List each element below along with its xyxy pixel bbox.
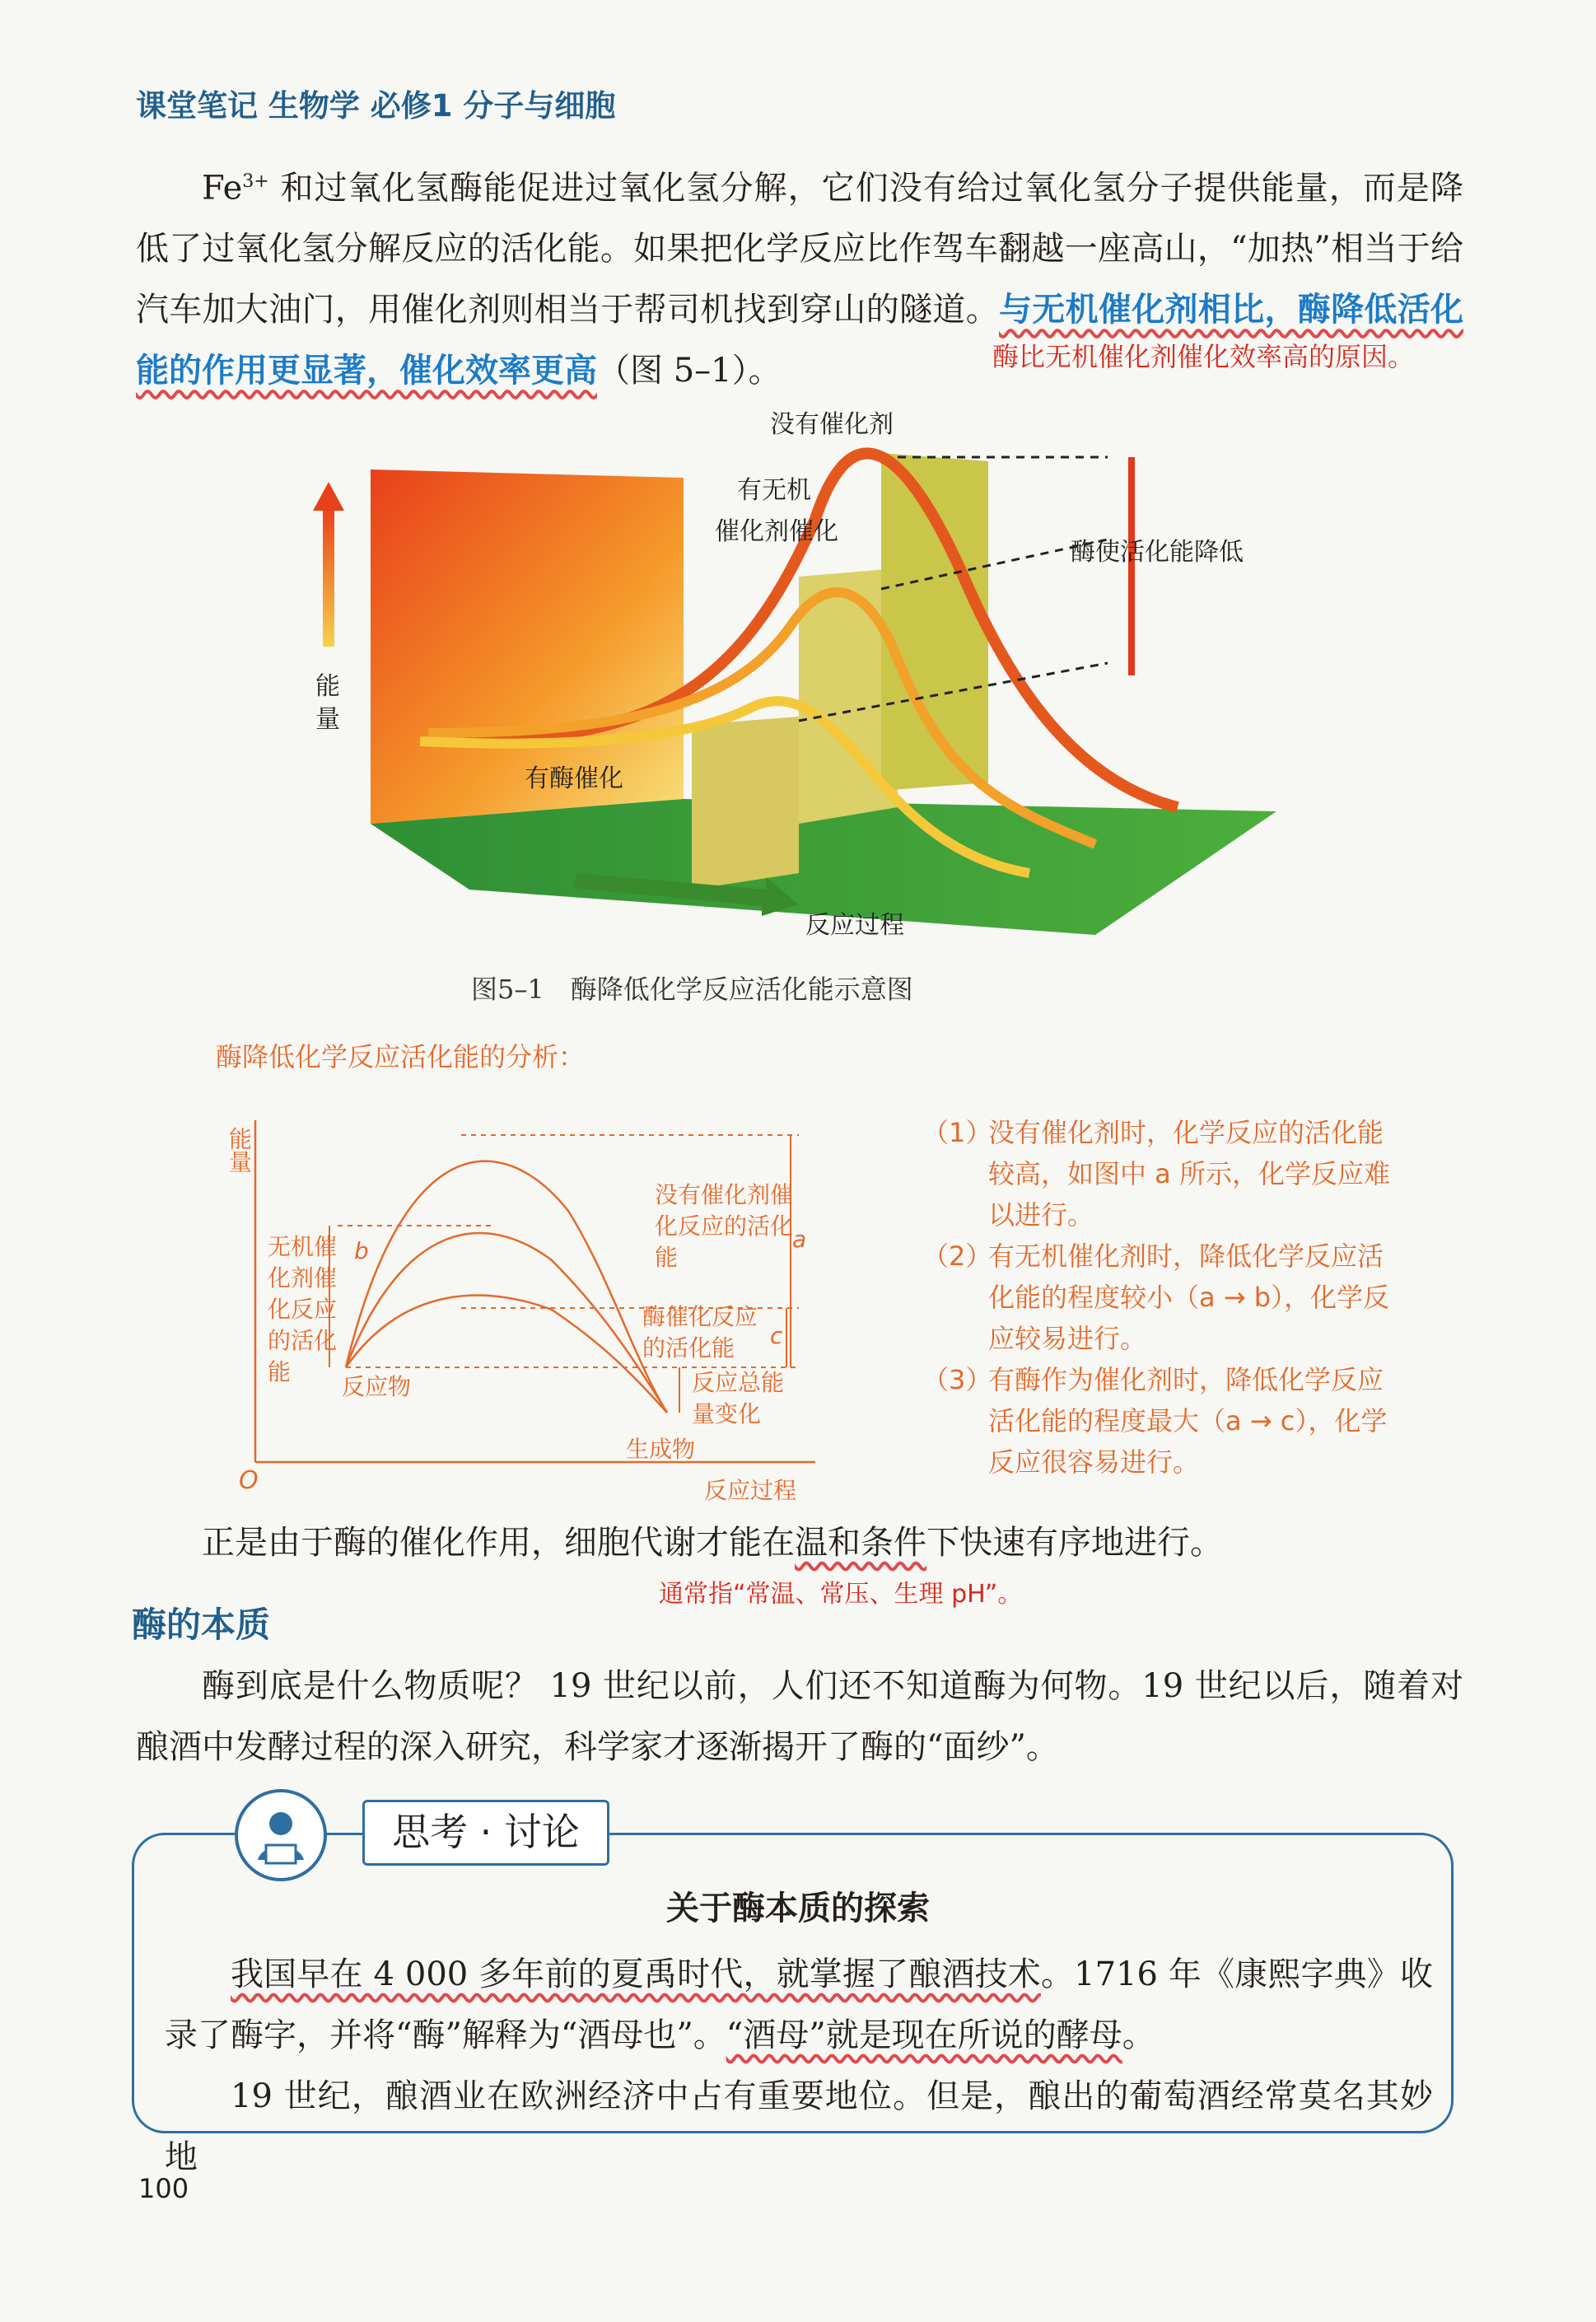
highlight-text: 与无机催化剂相比，酶降低活化能的作用更显著，催化效率更高 bbox=[136, 291, 1463, 390]
chart-total: 反应总能量变化 bbox=[692, 1369, 785, 1427]
analysis-list bbox=[922, 1112, 1400, 1483]
label-energy-1: 能 bbox=[315, 672, 340, 701]
section-title: 酶的本质 bbox=[132, 1605, 271, 1645]
fe-charge: 3+ bbox=[242, 171, 269, 192]
discussion-paragraph: 我国早在 4 000 多年前的夏禹时代，就掌握了酿酒技术。1716 年《康熙字典》收录了酶字，并将“酶”解释为“酒母也”。“酒母”就是现在所说的酵母。 19 世纪，酿酒业在欧洲经济中占有重要地位。但是，酿出的葡萄酒经常莫名其妙地 bbox=[165, 1955, 1433, 2176]
chart-b: b bbox=[354, 1237, 369, 1264]
discussion-tab: 思考 · 讨论 bbox=[362, 1800, 609, 1866]
mid-note: 通常指“常温、常压、生理 pH”。 bbox=[659, 1580, 1023, 1609]
label-no-catalyst: 没有催化剂 bbox=[770, 410, 894, 439]
chart-yaxis: 能量 bbox=[226, 1127, 253, 1173]
page-number: 100 bbox=[138, 2173, 189, 2204]
chart-xaxis: 反应过程 bbox=[704, 1477, 797, 1504]
label-enzyme: 有酶催化 bbox=[525, 764, 623, 793]
analysis-item-2: （2） 有无机催化剂时，降低化学反应活化能的程度较小（a → b），化学反应较易进行。 bbox=[922, 1240, 1390, 1354]
figure-ref: （图 5–1）。 bbox=[597, 352, 782, 390]
chart-origin: O bbox=[239, 1466, 259, 1495]
section-paragraph: 酶到底是什么物质呢？ 19 世纪以前，人们还不知道酶为何物。19 世纪以后，随着对酿酒中发酵过程的深入研究，科学家才逐渐揭开了酶的“面纱”。 bbox=[136, 1667, 1463, 1766]
chart-reactant: 反应物 bbox=[342, 1373, 412, 1400]
side-note: 酶比无机催化剂催化效率高的原因。 bbox=[992, 341, 1415, 372]
energy-arrow-head bbox=[313, 482, 344, 511]
mid-paragraph: 正是由于酶的催化作用，细胞代谢才能在温和条件下快速有序地进行。 bbox=[202, 1524, 1223, 1562]
discussion-title: 关于酶本质的探索 bbox=[666, 1890, 930, 1927]
intro-text: 和过氧化氢酶能促进过氧化氢分解，它们没有给过氧化氢分子提供能量，而是降低了过氧化氢分解反应的活化能。如果把化学反应比作驾车翻越一座高山，“加热”相当于给汽车加大油门，用催化剂则相当于帮司机找到穿山的隧道。 bbox=[136, 169, 1463, 329]
chart-enzyme: 酶催化反应的活化能 bbox=[642, 1303, 758, 1362]
reader-icon bbox=[235, 1789, 327, 1881]
chart-c: c bbox=[770, 1322, 783, 1349]
figure-caption: 图5–1 酶降低化学反应活化能示意图 bbox=[471, 974, 913, 1005]
fe-symbol: Fe bbox=[202, 169, 243, 208]
label-enzyme-lower: 酶使活化能降低 bbox=[1071, 538, 1244, 567]
chart-product: 生成物 bbox=[626, 1436, 696, 1463]
chart-a: a bbox=[792, 1226, 807, 1253]
analysis-item-1: （1） 没有催化剂时，化学反应的活化能较高，如图中 a 所示，化学反应难以进行。 bbox=[922, 1117, 1390, 1231]
label-inorganic-2: 催化剂催化 bbox=[715, 517, 838, 546]
block-enzyme bbox=[692, 717, 799, 890]
label-process: 反应过程 bbox=[805, 911, 904, 940]
chart-inorganic: 无机催化剂催化反应的活化能 bbox=[268, 1233, 338, 1385]
analysis-item-3: （3） 有酶作为催化剂时，降低化学反应活化能的程度最大（a → c），化学反应很容易进行。 bbox=[922, 1364, 1388, 1478]
analysis-title: 酶降低化学反应活化能的分析： bbox=[216, 1041, 586, 1072]
mild-conditions: 温和条件 bbox=[795, 1524, 926, 1562]
running-header: 课堂笔记 生物学 必修1 分子与细胞 bbox=[136, 88, 616, 124]
label-energy-2: 量 bbox=[315, 705, 340, 734]
label-inorganic-1: 有无机 bbox=[737, 476, 811, 505]
chart-no-cat: 没有催化剂催化反应的活化能 bbox=[655, 1181, 794, 1271]
energy-arrow-shaft bbox=[323, 507, 334, 647]
